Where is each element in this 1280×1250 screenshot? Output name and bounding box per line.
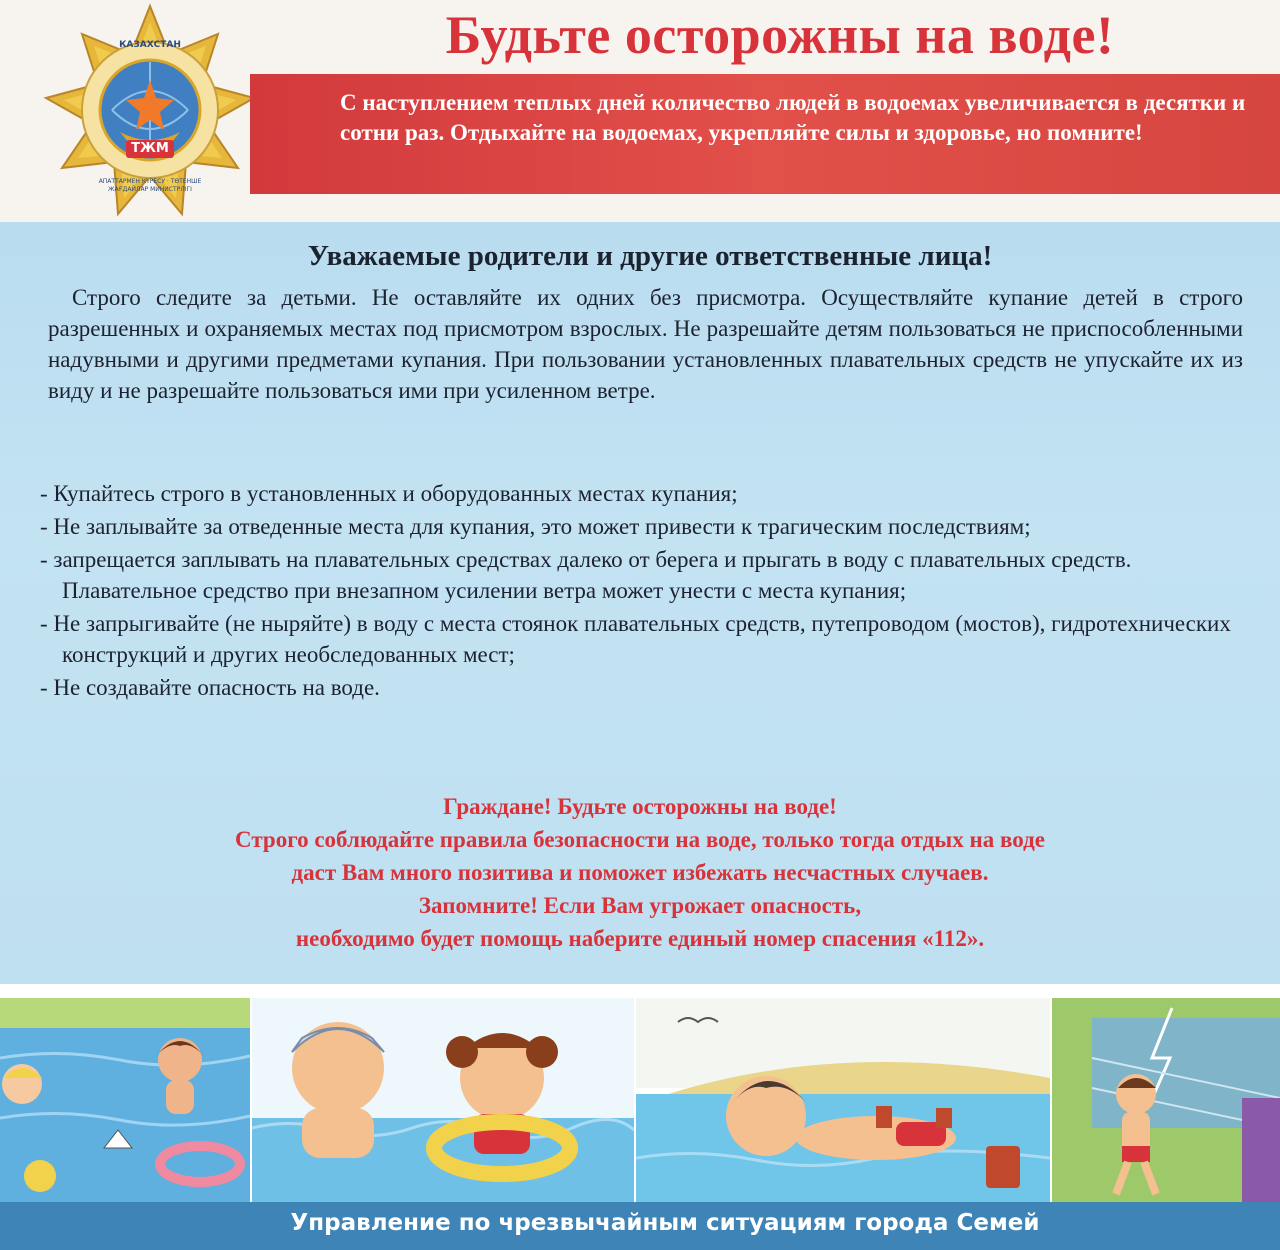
boy-swimming-icon [636,998,1050,1202]
appeal-line: Граждане! Будьте осторожны на воде! [443,794,837,819]
ministry-emblem [40,2,260,222]
list-item: - запрещается заплывать на плавательных средствах далеко от берега и прыгать в воду с плавательных средств. Плавательное средство при внезапном усилении ветра может унести с места купания; [40,547,1132,603]
safety-rules-list [40,478,1245,703]
appeal-block [60,790,1220,955]
appeal-line: необходимо будет помощь наберите единый номер спасения «112». [295,926,985,951]
main-content [0,222,1280,984]
footer-bar [0,1202,1280,1250]
list-item: - Не заплывайте за отведенные места для купания, это может привести к трагическим последствиям; [40,514,1031,539]
illustration-strip [0,998,1280,1202]
appeal-line: Запомните! Если Вам угрожает опасность, [418,893,862,918]
emblem-ring-text: АПАТТАРМЕН КҮРЕСУ · ТӨТЕНШЕ ЖАҒДАЙЛАР МИНИСТРЛІГІ [98,178,202,193]
intro-text: С наступлением теплых дней количество людей в водоемах увеличивается в десятки и сотни раз. Отдыхайте на водоемах, укрепляйте силы и здоровье, но помните! [340,90,1246,145]
footer-text: Управление по чрезвычайным ситуациям города Семей [290,1210,1040,1236]
list-item: - Не создавайте опасность на воде. [40,675,380,700]
page-title: Будьте осторожны на воде! [445,5,1115,65]
children-laughing-in-water-icon [252,998,634,1202]
list-item: - Купайтесь строго в установленных и оборудованных местах купания; [40,481,738,506]
appeal-line: Строго соблюдайте правила безопасности на воде, только тогда отдых на воде [235,827,1045,852]
intro-band [250,74,1280,194]
list-item: - Не запрыгивайте (не ныряйте) в воду с места стоянок плавательных средств, путепроводом (мостов), гидротехнических конструкций и других необследованных мест; [40,611,1231,667]
poster-header [0,0,1280,225]
emblem-top-text: КАЗАХСТАН [119,40,181,50]
children-swimming-lake-icon [0,998,250,1202]
emblem-abbr: ТЖМ [131,141,169,156]
parents-paragraph: Строго следите за детьми. Не оставляйте их одних без присмотра. Осуществляйте купание детей в строго разрешенных и охраняемых местах под присмотром взрослых. Не разрешайте детям пользоваться не приспособленными надувными и другими предметами купания. При пользовании установленных плавательных средств не упускайте их из виду и не разрешайте пользоваться ими при усиленном ветре. [48,285,1243,403]
section-subtitle: Уважаемые родители и другие ответственные лица! [307,240,993,272]
boy-running-from-storm-icon [1052,998,1280,1202]
appeal-line: даст Вам много позитива и поможет избежать несчастных случаев. [291,860,989,885]
